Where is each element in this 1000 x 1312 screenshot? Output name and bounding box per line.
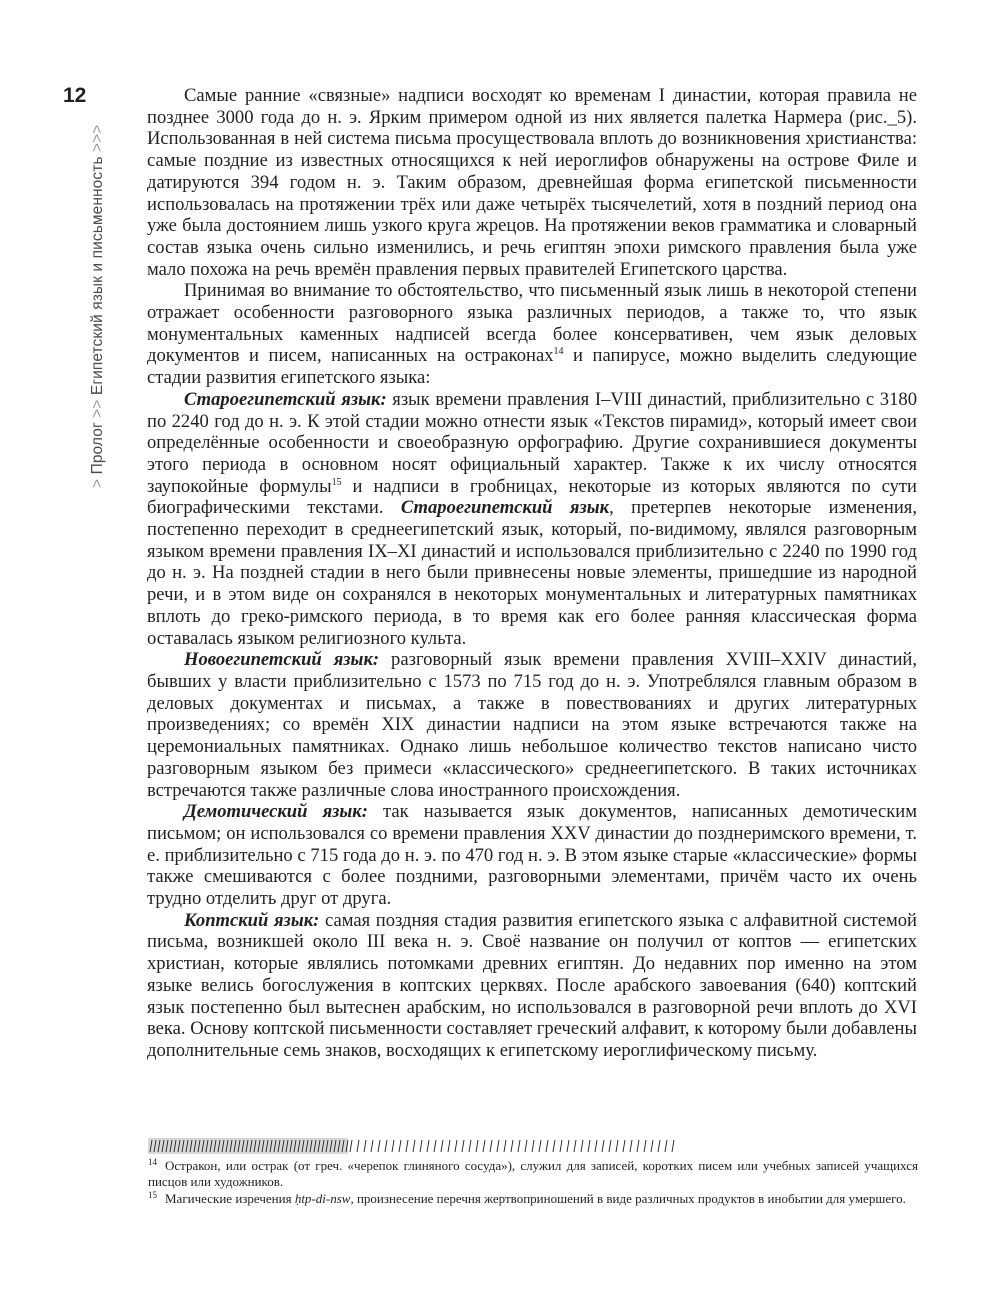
term-heading: Коптский язык: — [184, 909, 320, 931]
main-text — [147, 85, 917, 1062]
paragraph-text: язык времени правления I–VIII династий, приблизительно с 3180 по 2240 год до н. э. К этой стадии можно отнести язык «Текстов пирамид», который имеет свои определённые особенности и своеобразную орфографию. Другие сохранившиеся документы этого периода в основном носят официальный характер. Также к их числу относятся заупокойные формулы — [147, 388, 917, 497]
footnote-italic: ḥtp-di-nsw — [294, 1191, 351, 1206]
paragraph-text: и надписи в гробницах, некоторые из которых являются по сути биографическими текстами. — [147, 475, 918, 519]
footnote-divider — [148, 1138, 678, 1154]
footnote-text: Магические изречения — [165, 1191, 295, 1206]
footnote-text: Остракон, или острак (от греч. «черепок глиняного сосуда»), служил для записей, коротких писем или учебных записей учащихся писцов или художников. — [148, 1158, 918, 1189]
page-number: 12 — [63, 84, 87, 107]
term-heading: Демотический язык: — [184, 801, 368, 823]
paragraph — [147, 649, 917, 801]
paragraph-text: так называется язык документов, написанных демотическим письмом; он использовался со времени правления XXV династии до позднеримского времени, т. е. приблизительно с 715 года до н. э. по 470 год н. э. В этом языке старые «классические» формы также смешиваются с более поздними, разговорными элементами, причём часто их очень трудно отделить друг от друга. — [147, 801, 917, 910]
running-head-separator: >> — [89, 399, 106, 418]
term-inline: Староегипетский язык — [400, 497, 610, 519]
footnote — [148, 1191, 918, 1207]
footnotes — [148, 1158, 918, 1208]
footnote-ref[interactable]: 15 — [331, 476, 342, 488]
footnote-text: , произнесение перечня жертвоприношений в виде различных продуктов в инобытии для умершего. — [350, 1191, 906, 1206]
running-head-prefix: > — [89, 478, 106, 488]
running-head-chapter: Египетский язык и письменность — [89, 156, 106, 396]
footnote-number: 14 — [148, 1156, 157, 1167]
paragraph-text: разговорный язык времени правления XVIII–XXIV династий, бывших у власти приблизительно с 1573 по 715 год до н. э. Употреблялся главным образом в деловых документах и письмах, а также в повествованиях и других литературных произведениях; со времён XIX династии надписи на этом языке встречаются также на церемониальных памятниках. Однако лишь небольшое количество текстов написано чисто разговорным языком без примеси «классического» среднеегипетского. В таких источниках встречаются также различные слова иностранного происхождения. — [147, 649, 917, 801]
footnote-divider-graphic — [148, 1138, 678, 1154]
paragraph-text: Принимая во внимание то обстоятельство, что письменный язык лишь в некоторой степени отражает особенности разговорного языка различных периодов, а также то, что язык монументальных каменных надписей всегда более консервативен, чем язык деловых документов и писем, написанных на остраконах — [147, 280, 917, 367]
footnote — [148, 1158, 918, 1190]
footnote-number: 15 — [148, 1189, 157, 1200]
paragraph — [147, 389, 917, 649]
running-head-separator: >>> — [89, 124, 106, 152]
running-head-text — [89, 124, 107, 488]
paragraph — [147, 85, 917, 280]
footnote-ref[interactable]: 14 — [553, 346, 564, 358]
term-heading: Староегипетский язык: — [184, 388, 387, 410]
paragraph — [147, 280, 917, 389]
paragraph-text: самая поздняя стадия развития египетского языка с алфавитной системой письма, возникшей около III века н. э. Своё название он получил от коптов — египетских христиан, которые являлись потомками древних египтян. До недавних пор именно на этом языке велись богослужения в коптских церквях. После арабского завоевания (640) коптский язык постепенно был вытеснен арабским, но использовался в разговорной речи вплоть до XVI века. Основу коптской письменности составляет греческий алфавит, к которому были добавлены дополнительные семь знаков, восходящих к египетскому иероглифическому письму. — [147, 909, 917, 1061]
paragraph-text: Самые ранние «связные» надписи восходят ко временам I династии, которая правила не позднее 3000 года до н. э. Ярким примером одной из них является палетка Нармера (рис._5). Использованная в ней система письма просуществовала вплоть до возникновения христианства: самые поздние из известных относящихся к ней иероглифов обнаружены на острове Филе и датируются 394 годом н. э. Таким образом, древнейшая форма египетской письменности использовалась на протяжении трёх или даже четырёх тысячелетий, хотя в поздний период она уже была достоянием лишь узкого круга жрецов. На протяжении веков грамматика и словарный состав языка очень сильно изменились, и речь египтян эпохи римского правления была уже мало похожа на речь времён правления первых правителей Египетского царства. — [147, 85, 917, 280]
paragraph — [147, 910, 917, 1062]
paragraph-text: и папирусе, можно выделить следующие стадии развития египетского языка: — [147, 345, 917, 389]
paragraph-text: , претерпев некоторые изменения, постепенно переходит в среднеегипетский язык, который, по-видимому, являлся разговорным языком времени правления IX–XI династий и использовался приблизительно с 2240 по 1990 год до н. э. На поздней стадии в него были привнесены новые элементы, пришедшие из народной речи, и в этом виде он сохранялся в некоторых монументальных и литературных памятниках вплоть до греко-римского периода, в то время как его более ранняя классическая форма оставалась языком религиозного культа. — [147, 497, 917, 649]
term-heading: Новоегипетский язык: — [184, 649, 380, 671]
running-head-part: Пролог — [89, 422, 106, 475]
paragraph — [147, 801, 917, 910]
